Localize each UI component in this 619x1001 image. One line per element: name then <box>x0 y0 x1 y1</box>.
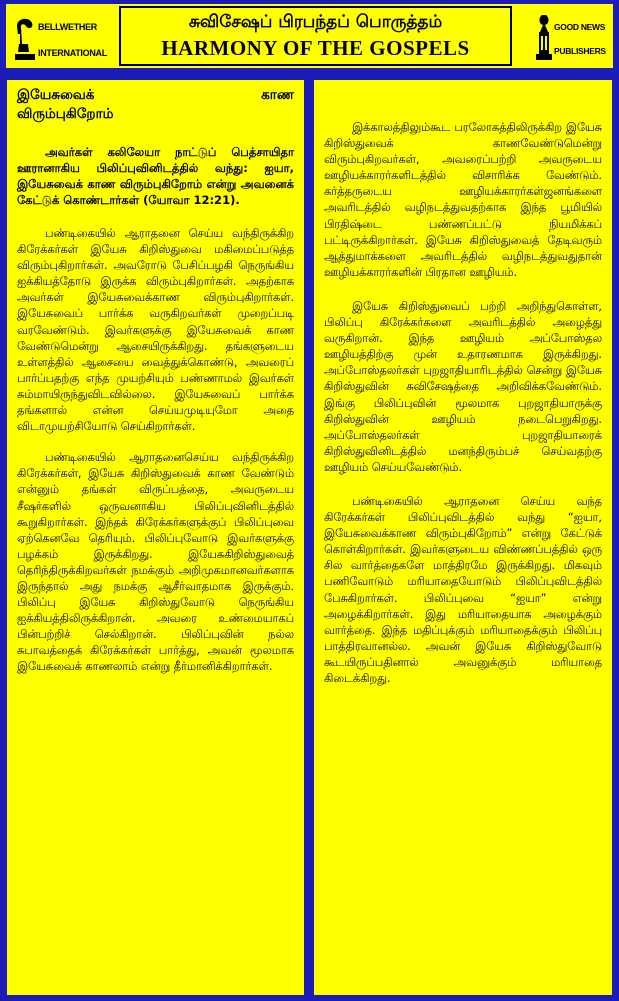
title-tamil: சுவிசேஷப் பிரபந்தப் பொருத்தம் <box>188 12 443 32</box>
right-paragraph-1: இக்காலத்திலும்கூட பரலோகத்திலிருக்கிற இயேசு கிறிஸ்துவைக் காணவேண்டுமென்று விரும்புகிறவர்கள், அவரைப்பற்றி அவருடைய ஊழியக்காரர்களிடத்தில் விசாரிக்க வேண்டும். கர்த்தருடைய ஊழியக்காரர்கள்ஜனங்களை அவரிடத்தில் வழிநடத்துவதற்காக இந்த பூமியில் பிரதிஷ்டை பண்ணப்பட்டு நியமிக்கப் பட்டிருக்கிறார்கள். இயேசு கிறிஸ்துவைத் தேடிவரும் ஆத்துமாக்களை அவரிடத்தில் வழிநடத்துவதுதான் ஊழியக்காரர்களின் பிரதான ஊழியம். <box>324 121 602 279</box>
article-heading-line2: விரும்புகிறோம் <box>17 106 114 122</box>
logo-right-line2: PUBLISHERS <box>554 46 606 56</box>
right-column <box>314 80 612 995</box>
logo-right-line1: GOOD NEWS <box>554 22 606 32</box>
article-heading-line1: இயேசுவைக் காண <box>17 87 294 103</box>
left-paragraph-2: பண்டிகையில் ஆராதனைசெய்ய வந்திருக்கிற கிரேக்கர்கள், இயேசு கிறிஸ்துவைக் காண வேண்டும் என்னும் தங்கள் விருப்பத்தை, அவருடைய சீஷர்களில் ஒருவனாகிய பிலிப்புவினிடத்தில் கூறுகிறார்கள். இந்தக் கிரேக்கர்களுக்குப் பிலிப்புவை ஏற்கெனவே தெரியும். பிலிப்புவோடு இவர்களுக்கு பழக்கம் இருக்கிறது. இயேசுகிறிஸ்துவைத் தெரிந்திருக்கிறவர்கள் நமக்கும் அறிமுகமானவர்களாக இருந்தால் அது நமக்கு ஆசீர்வாதமாக இருக்கும். பிலிப்பு இயேசு கிறிஸ்துவோடு நெருங்கிய ஐக்கியத்திலிருக்கிறான். அவரை உண்மையாகப் பின்பற்றிச் செல்கிறான். பிலிப்புவின் நல்ல சுபாவத்தைக் கிரேக்கர்கள் பார்த்து, அவன் மூலமாக இயேசுவைக் காணலாம் என்று தீர்மானிக்கிறார்கள். <box>17 451 294 674</box>
left-column <box>7 80 304 995</box>
title-english: HARMONY OF THE GOSPELS <box>161 36 470 60</box>
logo-left-line2: INTERNATIONAL <box>38 48 107 58</box>
scripture-verse: அவர்கள் கலிலேயா நாட்டுப் பெத்சாயிதா ஊரானாகிய பிலிப்புவினிடத்தில் வந்து: ஐயா, இயேசுவைக் காண விரும்புகிறோம் என்று அவனைக் கேட்டுக் கொண்டார்கள் (யோவா 12:21). <box>17 145 294 207</box>
bellwether-logo <box>12 10 107 66</box>
right-paragraph-3: பண்டிகையில் ஆராதனை செய்ய வந்த கிரேக்கர்கள் பிலிப்புவிடத்தில் வந்து “ஐயா, இயேசுவைக்காண விரும்புகிறோம்” என்று கேட்டுக் கொள்கிறார்கள். இவர்களுடைய விண்ணப்பத்தில் ஒரு சில வார்த்தைகளே மாத்திரமே இருக்கிறது. மிகவும் பணிவோடும் மரியாதையோடும் பிலிப்புவிடத்தில் பேசுகிறார்கள். பிலிப்புவை “ஐயா” என்று அழைக்கிறார்கள். இது மரியாதையாக அழைக்கும் வார்த்தை. இந்த மதிப்புக்கும் மரியாதைக்கும் பிலிப்பு பாத்திரவானல்ல. அவன் இயேசு கிறிஸ்துவோடு கூடயிருப்பதினால் அவனுக்கும் மரியாதை கிடைக்கிறது. <box>324 494 602 685</box>
bellwether-ram-icon <box>14 14 36 62</box>
good-news-logo <box>532 10 612 66</box>
right-paragraph-2: இயேசு கிறிஸ்துவைப் பற்றி அறிந்துகொள்ள, பிலிப்பு கிரேக்கர்களை அவரிடத்தில் அழைத்து வருகிறான். இந்த ஊழியம் அப்போஸ்தல ஊழியத்திற்கு முன் உதாரணமாக இருக்கிறது. அப்போஸ்தலர்கள் புறஜாதியாரிடத்தில் சென்று இயேசு கிறிஸ்துவின் சுவிசேஷத்தை அறிவிக்கவேண்டும். இங்கு பிலிப்புவின் மூலமாக புறஜாதியாருக்கு கிறிஸ்துவின் ஊழியம் நடைபெறுகிறது. அப்போஸ்தலர்கள் புறஜாதியாரைக் கிறிஸ்துவினிடத்தில் மனந்திரும்பச் செய்வதற்கு ஊழியம் செய்யவேண்டும். <box>324 299 602 474</box>
logo-left-line1: BELLWETHER <box>38 22 97 32</box>
page-header <box>6 4 613 68</box>
title-box <box>119 6 512 66</box>
left-paragraph-1: பண்டிகையில் ஆராதனை செய்ய வந்திருக்கிற கிரேக்கர்கள் இயேசு கிறிஸ்துவை மகிமைப்படுத்த விரும்புகிறார்கள். அவரோடு பேசிப்பழகி நெருங்கிய ஐக்கியத்தோடு இருக்க விரும்புகிறார்கள். அதற்காக அவர்கள் இயேசுவைக்காண விரும்புகிறார்கள். இயேசுவைப் பார்க்க வருகிறவர்கள் முறைப்படி வரவேண்டும். இவர்களுக்கு இயேசுவைக் காண வேண்டுமென்று ஆசையிருக்கிறது. தங்களுடைய உள்ளத்தில் ஆசையை வைத்துக்கொண்டு, அவரைப் பார்ப்பதற்கு எந்த முயற்சியும் பண்ணாமல் இவர்கள் சும்மாயிருந்துவிடவில்லை. இயேசுவைப் பார்க்க தங்களால் என்ன செய்யமுடியுமோ அதை விடாமுயற்சியோடு செய்கிறார்கள். <box>17 227 294 434</box>
dove-publisher-icon <box>534 12 554 62</box>
